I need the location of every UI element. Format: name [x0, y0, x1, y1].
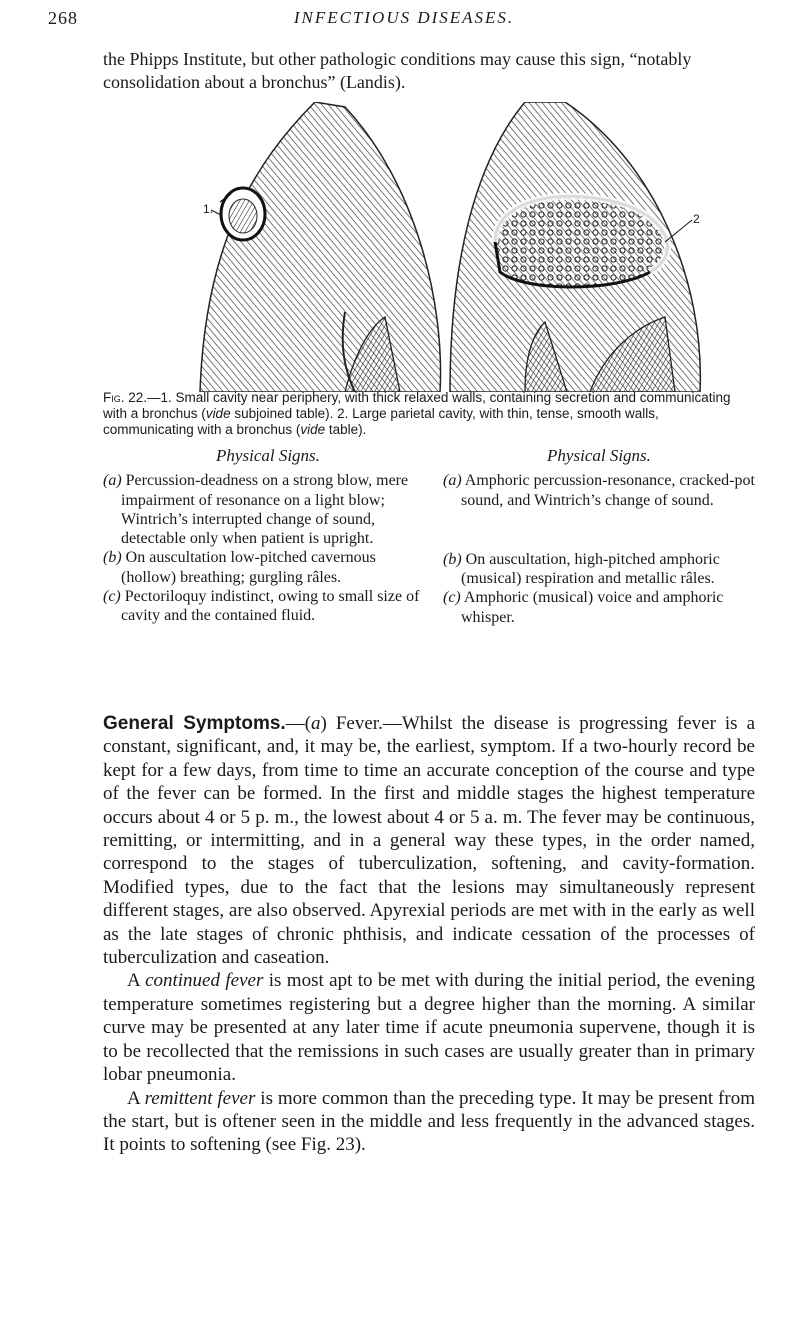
running-head	[48, 8, 760, 34]
fever-para-open: —(	[285, 713, 312, 734]
left-sign-b-text: On auscultation low-pitched cavernous (hollow) breathing; gurgling râles.	[121, 549, 376, 586]
continued-fever-paragraph	[103, 969, 755, 1086]
right-sign-c	[443, 588, 755, 627]
left-sign-a-text: Percussion-deadness on a strong blow, mere impairment of resonance on a light blow; Wintrich’s interrupted change of sound, detectable only when patient is upright.	[121, 472, 409, 548]
caption-text-1: —1. Small cavity near periphery, with thick relaxed walls, containing secretion and communicating with a bronchus (	[103, 390, 731, 421]
right-sign-a-key: (a)	[443, 472, 462, 490]
continued-fever-term: continued fever	[145, 970, 264, 992]
caption-text-2: subjoined table). 2. Large parietal cavity, with thin, tense, smooth walls, communicating with a bronchus (	[103, 406, 659, 437]
figure-label-2: 2	[693, 212, 700, 226]
continued-fever-text: is most apt to be met with during the initial period, the evening temperature sometimes registering but a degree higher than the morning. A similar curve may be presented at any later time if acute pneumonia supervene, though it is to be recollected that the remissions in such cases are usually greater than in primary lobar pneumonia.	[103, 970, 755, 1086]
figure-lung-cavities	[195, 102, 735, 392]
general-symptoms-section	[103, 712, 755, 1157]
continued-fever-lead: A	[127, 970, 146, 992]
section-heading: General Symptoms.	[103, 713, 286, 734]
right-sign-b-text: On auscultation, high-pitched amphoric (musical) respiration and metallic râles.	[461, 550, 720, 588]
page-number: 268	[48, 8, 78, 28]
left-column-title: Physical Signs.	[216, 446, 320, 465]
left-sign-c-text: Pectoriloquy indistinct, owing to small size of cavity and the contained fluid.	[121, 588, 420, 625]
figure-label-1: 1.	[203, 202, 214, 216]
running-title: INFECTIOUS DISEASES.	[293, 8, 515, 27]
remittent-fever-term: remittent fever	[144, 1087, 256, 1109]
caption-vide-2: vide	[300, 422, 326, 437]
caption-vide-1: vide	[205, 406, 231, 421]
fever-para-key: a	[311, 713, 321, 734]
intro-paragraph: the Phipps Institute, but other pathologic conditions may cause this sign, “notably consolidation about a bronchus” (Landis).	[103, 49, 692, 92]
left-sign-c	[103, 587, 433, 626]
remittent-fever-text: is more common than the preceding type. It may be present from the start, but is oftener seen in the middle and less frequently in the advanced stages. It points to softening (see Fig. 23).	[103, 1087, 755, 1156]
right-column-title: Physical Signs.	[547, 446, 651, 465]
left-sign-b	[103, 548, 433, 587]
left-signs-column	[103, 446, 433, 626]
remittent-fever-lead: A	[127, 1087, 145, 1109]
left-sign-a-key: (a)	[103, 472, 122, 490]
fever-paragraph	[103, 712, 755, 969]
caption-text-3: table).	[325, 422, 367, 437]
right-sign-c-text: Amphoric (musical) voice and amphoric whisper.	[461, 589, 724, 626]
left-sign-a	[103, 471, 433, 548]
remittent-fever-paragraph	[103, 1087, 755, 1157]
lung-cavities-illustration	[195, 102, 735, 392]
right-sign-b-key: (b)	[443, 550, 462, 568]
figure-caption	[103, 390, 751, 438]
figure-number: Fig. 22.	[103, 390, 148, 405]
right-sign-a-text: Amphoric percussion-resonance, cracked-pot sound, and Wintrich’s change of sound.	[461, 472, 755, 509]
right-signs-column	[443, 446, 755, 627]
right-sign-b	[443, 550, 755, 589]
right-sign-a	[443, 471, 755, 510]
right-sign-c-key: (c)	[443, 589, 461, 607]
left-lung-outline	[200, 102, 441, 392]
left-sign-c-key: (c)	[103, 588, 121, 606]
fever-para-text: ) Fever.—Whilst the disease is progressing fever is a constant, significant, and, it may be, the earliest, symptom. If a two-hourly record be kept for a few days, from time to time an accurate conception of the course and type of the fever can be formed. In the first and middle stages the highest temperature occurs about 4 or 5 p. m., the lowest about 4 or 5 a. m. The fever may be continuous, remitting, or intermitting, and in a general way these types, in the order named, correspond to the stages of tuberculization, softening, and cavity-formation. Modified types, due to the fact that the lesions may simultaneously represent different stages, are also observed. Apyrexial periods are met with in the early as well as the late stages of chronic phthisis, and indicate cessation of the processes of tuberculization and caseation.	[103, 713, 756, 969]
left-sign-b-key: (b)	[103, 549, 122, 567]
